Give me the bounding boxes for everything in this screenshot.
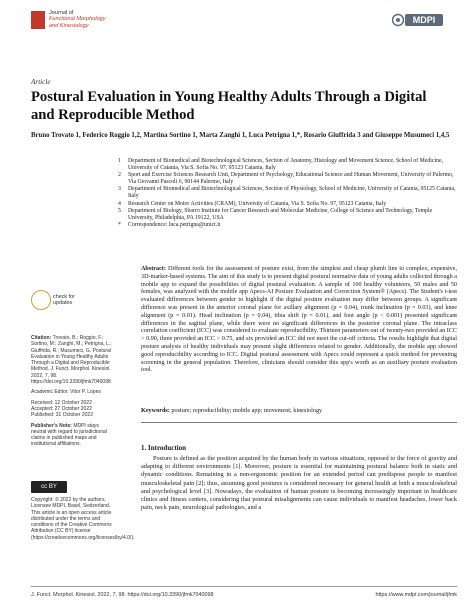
affiliation-number: 2 — [118, 172, 121, 179]
journal-name — [49, 10, 106, 29]
affiliation-text: Department of Biology, Sbarro Institute for Cancer Research and Molecular Medicine, College of Science and Technology, Temple University, Philadelphia, PA 19122, USA — [128, 207, 433, 221]
journal-line2: Functional Morphology — [49, 16, 106, 23]
keywords — [141, 407, 457, 415]
accepted-date: Accepted: 27 October 2022 — [31, 405, 92, 412]
affiliation-item — [118, 158, 458, 172]
check-updates-line2: updates — [53, 300, 73, 306]
keywords-text: posture; reproducibility; mobile app; movement; kinesiology — [171, 407, 323, 414]
citation-label: Citation: — [31, 335, 52, 341]
footer-divider — [31, 586, 457, 587]
affiliations — [118, 158, 458, 229]
correspondence-text[interactable]: Correspondence: luca.petrigna@unict.it — [128, 221, 221, 228]
affiliation-text: Research Center on Motor Activities (CRAM), University of Catania, Via S. Sofia No. 97, 95123 Catania, Italy — [128, 200, 387, 207]
journal-line3: and Kinesiology — [49, 22, 89, 29]
sidebar — [31, 335, 113, 452]
received-date: Received: 12 October 2022 — [31, 399, 92, 406]
copyright: Copyright: © 2022 by the authors. Licensee MDPI, Basel, Switzerland. This article is an open access article distributed under the terms and conditions of the Creative Commons Attribution (CC BY) license (https://creativecommons.org/licenses/by/4.0/). — [31, 497, 135, 541]
affiliation-text: Department of Biomedical and Biotechnological Sciences, Section of Anatomy, Histology and Movement Science, School of Medicine, University of Catania, Via S. Sofia No. 97, 95123 Catania, Italy — [128, 158, 443, 172]
affiliation-number: 5 — [118, 207, 121, 214]
footer-journal-link[interactable]: https://www.mdpi.com/journal/jfmk — [375, 592, 457, 598]
affiliation-text: Department of Biomedical and Biotechnological Sciences, Section of Physiology, School of Medicine, University of Catania, 95125 Catania, Italy — [128, 186, 456, 200]
affiliation-number: * — [118, 221, 121, 228]
mdpi-logo-icon — [392, 13, 404, 27]
check-updates-label[interactable] — [53, 294, 75, 306]
check-updates-icon[interactable] — [31, 290, 51, 310]
author-list: Bruno Trovato 1, Federico Roggio 1,2, Martina Sortino 1, Marta Zanghì 1, Luca Petrigna 1,*, Rosario Giuffrida 3 and Giuseppe Musumeci 1,4,5 — [31, 132, 450, 139]
affiliation-number: 1 — [118, 158, 121, 164]
article-title: Postural Evaluation in Young Healthy Adults Through a Digital and Reproducible Method — [31, 89, 427, 123]
article-type: Article — [31, 78, 51, 86]
affiliation-number: 4 — [118, 200, 121, 207]
publisher-logo[interactable]: MDPI — [405, 14, 443, 26]
abstract — [141, 266, 457, 375]
academic-editor: Academic Editor: Vitor P. Lopes — [31, 389, 101, 396]
section-title: 1. Introduction — [141, 444, 186, 452]
publisher-note — [31, 423, 113, 448]
affiliation-text: Sport and Exercise Sciences Research Unit, Department of Psychology, Educational Science and Human Movement, University of Palermo, Via Giovanni Pascoli 6, 90144 Palermo, Italy — [128, 172, 454, 186]
affiliation-item — [118, 172, 458, 186]
cc-license-badge[interactable]: cc BY — [31, 481, 67, 493]
publisher-note-text: MDPI stays neutral with regard to jurisdictional claims in published maps and institutional affiliations. — [31, 422, 107, 448]
journal-line1: Journal of — [49, 10, 74, 16]
affiliation-number: 3 — [118, 186, 121, 193]
abstract-text: Different tools for the assessment of posture exist, from the simplest and cheap plumb line to complex, expensive, 3D-marker-based systems. The aim of this study is to present digital postural normative data of young adults collected through a mobile app to expand the possibilities of digital postural evaluation. A sample of 100 healthy volunteers, 50 males and 50 females, was analyzed with the mobile app Apecs-AI Posture Evaluation and Correction System® (Apecs). The Student's t-test evaluated differences between gender to highlight if the digital posture evaluation may differ between groups. A significant difference was present in the anterior coronal plane for axillary alignment (p = 0.04), trunk inclination (p = 0.03), and knee alignment (p = 0.01). Head inclination (p = 0.04), tibia shift (p = 0.01), and foot angle (p < 0.001) presented significant differences in the sagittal plane, while there were no significant differences in the posterior coronal plane. The intraclass correlation coefficient (ICC) was considered to evaluate reproducibility. Thirteen parameters out of twenty-two provided an ICC > 0.90, three provided an ICC > 0.75, and six provided an ICC did not meet the cut-off criteria. The results highlight that digital posture analysis of healthy individuals may present slight differences related to gender. Additionally, the mobile app showed good reproducibility according to ICC. Digital postural assessment with Apecs could represent a quick method for preventing screening in the general population. Therefore, clinicians should consider this app's worth as an auxiliary posture evaluation tool. — [141, 266, 457, 374]
citation-text[interactable]: Trovato, B.; Roggio, F.; Sortino, M.; Zanghì, M.; Petrigna, L.; Giuffrida, R.; Musumeci, G. Postural Evaluation in Young Healthy Adults Through a Digital and Reproducible Method. J. Funct. Morphol. Kinesiol. 2022, 7, 98. https://doi.org/10.3390/jfmk7040098 — [31, 335, 112, 386]
divider — [141, 422, 457, 423]
affiliation-item — [118, 201, 458, 208]
published-date: Published: 31 October 2022 — [31, 412, 93, 419]
affiliation-item — [118, 186, 458, 200]
affiliation-item — [118, 208, 458, 222]
intro-paragraph: Posture is defined as the position acquired by the human body in various situations, opposed to the force of gravity and adapting to different environments [1]. Moreover, posture is essential for maintaining postural balance both in static and dynamic conditions. Remaining in a non-ergonomic position for an extended period can predispose people to manifest musculoskeletal pain [2]; thus, assuming good postures is considered necessary for general health at both a musculoskeletal and psychological level [3]. Nowadays, the evaluation of human posture is becoming increasingly important in healthcare clinics and fitness centers, considering that postural misalignments can cause individuals to manifest headaches, lower back pain, neck pain, neurological pathologies, and a — [141, 455, 457, 512]
check-updates-line1: check for — [53, 294, 75, 300]
abstract-label: Abstract: — [141, 266, 166, 272]
citation — [31, 335, 113, 385]
correspondence[interactable] — [118, 222, 458, 229]
keywords-label: Keywords: — [141, 407, 170, 414]
publisher-note-label: Publisher's Note: — [31, 422, 72, 429]
footer-citation[interactable]: J. Funct. Morphol. Kinesiol. 2022, 7, 98. https://doi.org/10.3390/jfmk7040098 — [31, 592, 214, 598]
journal-logo — [31, 11, 45, 29]
